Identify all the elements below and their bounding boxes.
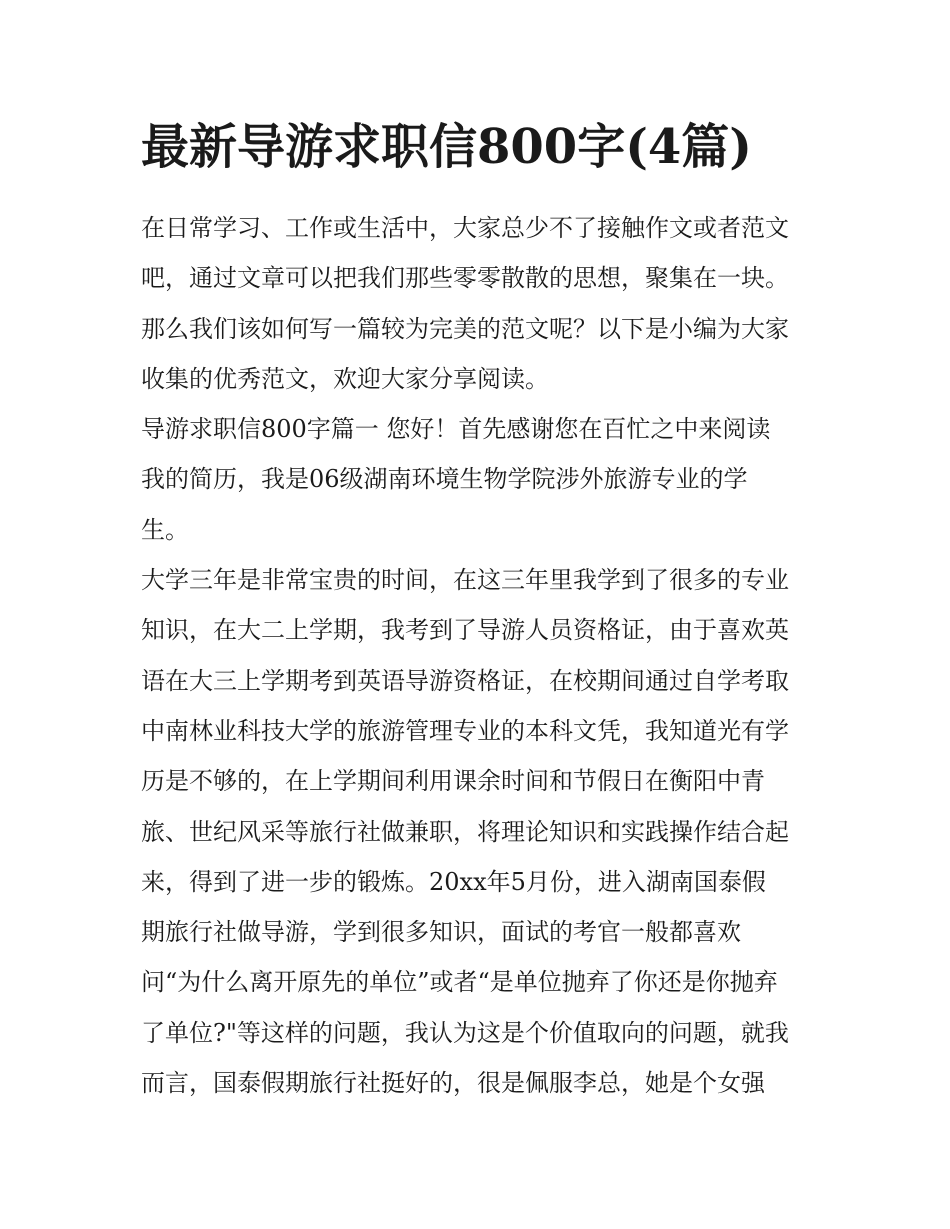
body-text-line: 中南林业科技大学的旅游管理专业的本科文凭，我知道光有学	[141, 716, 789, 745]
body-text-line: 旅、世纪风采等旅行社做兼职，将理论知识和实践操作结合起	[141, 817, 789, 846]
body-text-line: 大学三年是非常宝贵的时间，在这三年里我学到了很多的专业	[141, 566, 789, 595]
body-text-line: 来，得到了进一步的锻炼。20xx年5月份，进入湖南国泰假	[141, 867, 766, 896]
body-text-line: 我的简历，我是06级湖南环境生物学院涉外旅游专业的学	[141, 465, 748, 494]
body-text-line: 生。	[141, 515, 189, 544]
body-text-line: 导游求职信800字篇一 您好！首先感谢您在百忙之中来阅读	[141, 415, 771, 444]
body-text-line: 收集的优秀范文，欢迎大家分享阅读。	[141, 364, 549, 393]
body-text-line: 知识，在大二上学期，我考到了导游人员资格证，由于喜欢英	[141, 616, 789, 645]
body-text-line: 历是不够的，在上学期间利用课余时间和节假日在衡阳中青	[141, 767, 765, 796]
body-text-line: 了单位?"等这样的问题，我认为这是个价值取向的问题，就我	[141, 1018, 789, 1047]
body-text-line: 在日常学习、工作或生活中，大家总少不了接触作文或者范文	[141, 214, 789, 242]
body-text-line: 而言，国泰假期旅行社挺好的，很是佩服李总，她是个女强	[141, 1069, 765, 1098]
body-text-line: 语在大三上学期考到英语导游资格证，在校期间通过自学考取	[141, 666, 789, 695]
body-text-line: 吧，通过文章可以把我们那些零零散散的思想，聚集在一块。	[141, 264, 789, 293]
body-text-line: 期旅行社做导游，学到很多知识，面试的考官一般都喜欢	[141, 918, 741, 947]
page-title: 最新导游求职信800字(4篇)	[141, 119, 753, 175]
body-text-line: 那么我们该如何写一篇较为完美的范文呢？以下是小编为大家	[141, 314, 789, 343]
document-body	[141, 203, 821, 1108]
body-text-line: 问“为什么离开原先的单位”或者“是单位抛弃了你还是你抛弃	[141, 968, 778, 997]
